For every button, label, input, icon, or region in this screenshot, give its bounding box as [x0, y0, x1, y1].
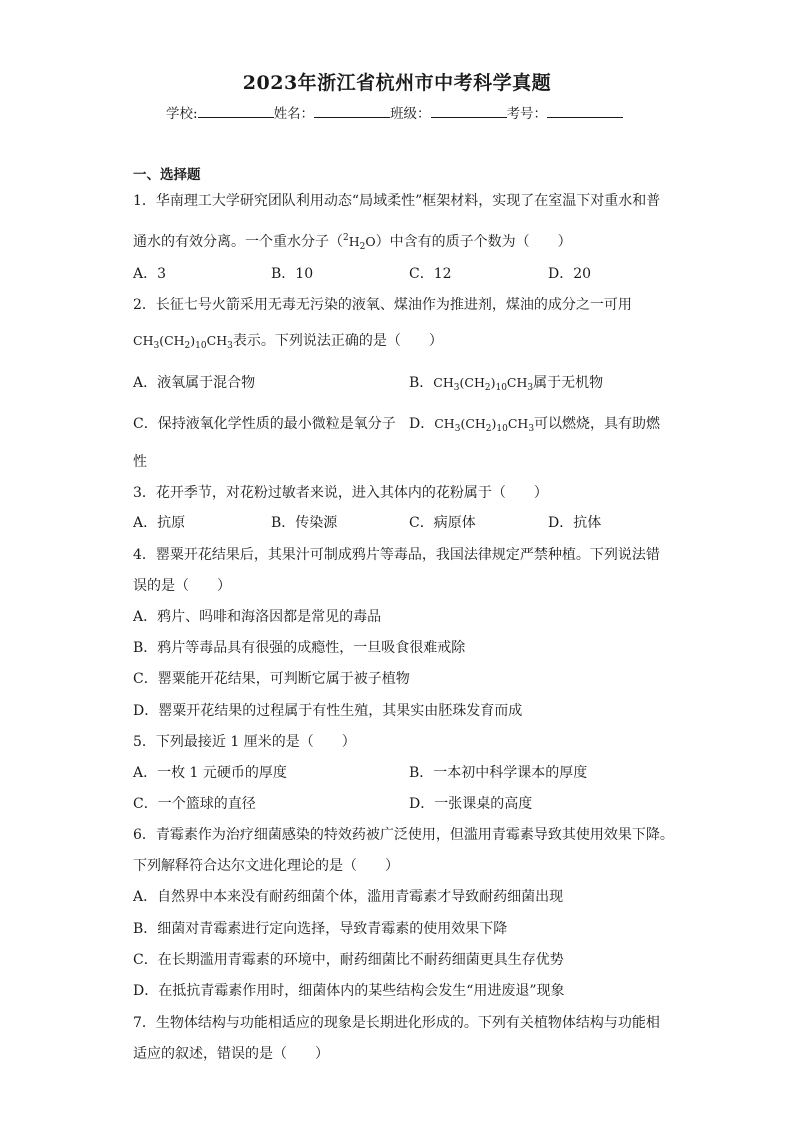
- class-label: 班级：: [390, 106, 431, 122]
- formula-sub: 3: [454, 424, 461, 434]
- q1-option-b[interactable]: B．10: [271, 266, 314, 282]
- q4-option-a[interactable]: A．鸦片、吗啡和海洛因都是常见的毒品: [133, 609, 382, 625]
- q6-option-c[interactable]: C．在长期滥用青霉素的环境中，耐药细菌比不耐药细菌更具生存优势: [133, 952, 564, 968]
- q3-option-d[interactable]: D．抗体: [548, 515, 602, 531]
- q1-stem-text: 通水的有效分离。一个重水分子（: [133, 234, 343, 250]
- class-blank[interactable]: [431, 103, 507, 118]
- section-title: 一、选择题: [133, 167, 201, 183]
- q5-option-c[interactable]: C．一个篮球的直径: [133, 796, 256, 812]
- q6-option-b[interactable]: B．细菌对青霉素进行定向选择，导致青霉素的使用效果下降: [133, 921, 508, 937]
- q4-option-c[interactable]: C．罂粟能开花结果，可判断它属于被子植物: [133, 671, 410, 687]
- student-info-row: [166, 102, 623, 122]
- q6-option-d[interactable]: D．在抵抗青霉素作用时，细菌体内的某些结构会发生“用进废退”现象: [133, 983, 565, 999]
- q2-stem-line1: 2．长征七号火箭采用无毒无污染的液氧、煤油作为推进剂，煤油的成分之一可用: [133, 297, 632, 313]
- q5-option-b[interactable]: B．一本初中科学课本的厚度: [409, 765, 588, 781]
- name-blank[interactable]: [314, 103, 390, 118]
- formula-sub: 10: [496, 424, 508, 434]
- formula-sub: 10: [495, 383, 507, 393]
- q3-option-a[interactable]: A．抗原: [133, 515, 186, 531]
- q5-option-a[interactable]: A．一枚 1 元硬币的厚度: [133, 765, 287, 781]
- q2-stem-line2: [133, 331, 443, 356]
- formula-part: CH: [206, 333, 228, 348]
- formula-sub: 2: [485, 424, 492, 434]
- heavy-water-formula: [343, 233, 376, 252]
- q2-option-b[interactable]: [409, 373, 603, 398]
- q6-stem-line1: 6．青霉素作为治疗细菌感染的特效药被广泛使用，但滥用青霉素导致其使用效果下降。: [133, 827, 674, 843]
- option-label: B．: [409, 375, 434, 391]
- q2-option-d[interactable]: [409, 414, 660, 439]
- page-title: 2023年浙江省杭州市中考科学真题: [242, 72, 552, 94]
- formula-part: CH: [507, 416, 529, 431]
- q5-stem: 5．下列最接近 1 厘米的是（ ）: [133, 734, 356, 750]
- q6-option-a[interactable]: A．自然界中本来没有耐药细菌个体，滥用青霉素才导致耐药细菌出现: [133, 889, 564, 905]
- formula-sub: 3: [153, 341, 160, 351]
- formula-part: (CH: [159, 333, 185, 348]
- formula-part: CH: [133, 333, 154, 348]
- q1-stem-line2: [133, 228, 572, 257]
- option-text: 属于无机物: [533, 375, 604, 391]
- school-label: 学校:: [166, 106, 198, 122]
- number-blank[interactable]: [547, 103, 623, 118]
- formula-sub: 2: [484, 383, 491, 393]
- formula-sub: 3: [227, 341, 233, 351]
- name-label: 姓名：: [273, 106, 315, 122]
- q2-option-a[interactable]: A．液氧属于混合物: [133, 375, 256, 391]
- q2-option-d-continued: 性: [133, 454, 147, 470]
- oxygen-symbol: O: [365, 234, 376, 249]
- q4-option-b[interactable]: B．鸦片等毒品具有很强的成瘾性，一旦吸食很难戒除: [133, 640, 466, 656]
- option-text: 可以燃烧，具有助燃: [534, 416, 661, 432]
- q3-stem: 3．花开季节，对花粉过敏者来说，进入其体内的花粉属于（ ）: [133, 485, 548, 501]
- formula-part: (CH: [460, 416, 486, 431]
- school-blank[interactable]: [198, 103, 274, 118]
- hydrogen-symbol: H: [348, 234, 360, 249]
- formula-sub: 3: [527, 383, 534, 393]
- formula-sub: 2: [184, 341, 191, 351]
- kerosene-formula: [434, 416, 535, 434]
- q3-option-b[interactable]: B．传染源: [271, 515, 338, 531]
- kerosene-formula: [133, 333, 233, 351]
- q2-option-c[interactable]: C．保持液氧化学性质的最小微粒是氧分子: [133, 416, 396, 432]
- formula-part: ): [491, 416, 497, 431]
- q5-option-d[interactable]: D．一张课桌的高度: [409, 796, 533, 812]
- formula-part: ): [490, 375, 496, 390]
- q1-stem-line1: 1．华南理工大学研究团队利用动态“局域柔性”框架材料，实现了在室温下对重水和普: [133, 193, 661, 209]
- q3-option-c[interactable]: C．病原体: [409, 515, 476, 531]
- formula-sub: 10: [195, 341, 207, 351]
- hydrogen-count: 2: [359, 242, 366, 252]
- q1-option-d[interactable]: D．20: [548, 266, 592, 282]
- q1-option-a[interactable]: A．3: [133, 266, 167, 282]
- q1-option-c[interactable]: C．12: [409, 266, 452, 282]
- q1-stem-end: ）中含有的质子个数为（ ）: [375, 234, 572, 250]
- isotope-mass: 2: [343, 233, 349, 243]
- q4-stem-line1: 4．罂粟开花结果后，其果汁可制成鸦片等毒品，我国法律规定严禁种植。下列说法错: [133, 547, 660, 563]
- kerosene-formula: [433, 375, 534, 393]
- formula-part: ): [190, 333, 196, 348]
- formula-sub: 3: [453, 383, 460, 393]
- q4-option-d[interactable]: D．罂粟开花结果的过程属于有性生殖，其果实由胚珠发育而成: [133, 703, 523, 719]
- formula-part: (CH: [459, 375, 485, 390]
- number-label: 考号：: [506, 106, 548, 122]
- q7-stem-line2: 适应的叙述，错误的是（ ）: [133, 1046, 329, 1062]
- q6-stem-line2: 下列解释符合达尔文进化理论的是（ ）: [133, 858, 399, 874]
- formula-part: CH: [433, 375, 454, 390]
- option-label: D．: [409, 416, 435, 432]
- q7-stem-line1: 7．生物体结构与功能相适应的现象是长期进化形成的。下列有关植物体结构与功能相: [133, 1015, 660, 1031]
- formula-sub: 3: [528, 424, 535, 434]
- q4-stem-line2: 误的是（ ）: [133, 578, 231, 594]
- formula-part: CH: [506, 375, 528, 390]
- q2-stem-end: 表示。下列说法正确的是（ ）: [232, 333, 443, 349]
- formula-part: CH: [434, 416, 455, 431]
